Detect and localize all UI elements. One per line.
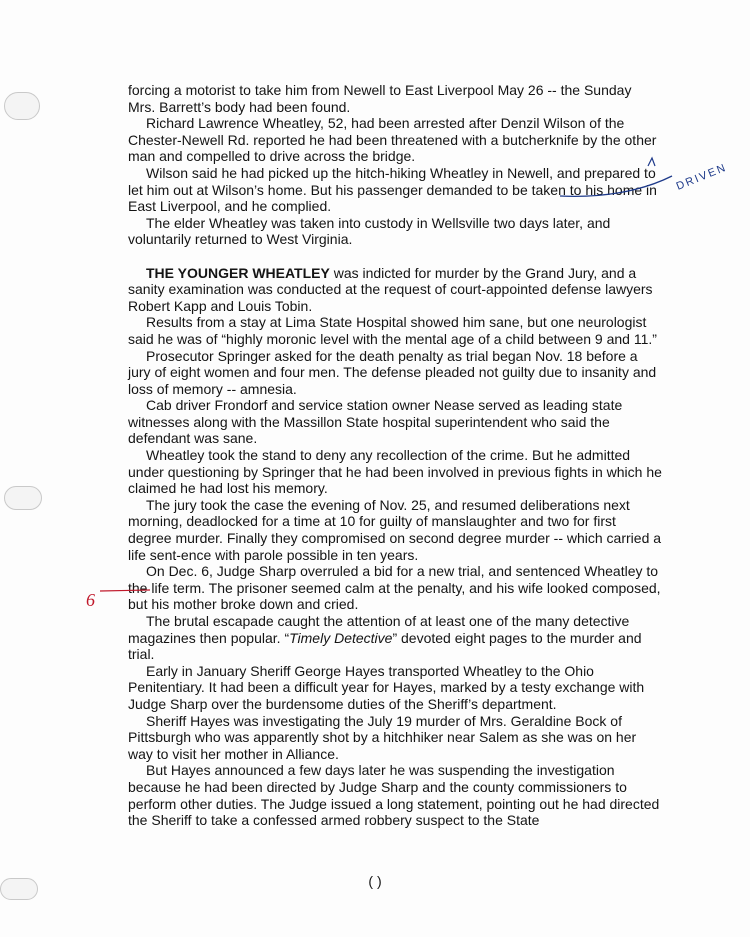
paragraph bbox=[128, 447, 662, 497]
section-lead: THE YOUNGER WHEATLEY bbox=[146, 264, 330, 281]
paragraph bbox=[128, 663, 662, 713]
paragraph bbox=[128, 613, 662, 663]
margin-mark-six: 6 bbox=[86, 590, 95, 610]
paragraph-text: was indicted for murder by the Grand Jury, and a sanity examination was conducted at the request of court-appointed defense lawyers Robert Kapp and Louis Tobin. bbox=[128, 264, 653, 314]
article-body bbox=[128, 82, 662, 829]
paragraph-text: Richard Lawrence Wheatley, 52, had been arrested after Denzil Wilson of the Chester-Newell Rd. reported he had been threatened with a butcherknife by the other man and compelled to drive across the bridge. bbox=[128, 115, 657, 165]
paragraph bbox=[128, 215, 662, 248]
paragraph-text: forcing a motorist to take him from Newell to East Liverpool May 26 -- the Sunday Mrs. Barrett’s body had been found. bbox=[128, 82, 632, 115]
paragraph bbox=[128, 713, 662, 763]
punch-hole-top bbox=[4, 92, 40, 120]
paragraph-text: Cab driver Frondorf and service station owner Nease served as leading state witnesses along with the Massillon State hospital superintendent who said the defendant was sane. bbox=[128, 397, 623, 447]
paragraph bbox=[128, 397, 662, 447]
paragraph bbox=[128, 348, 662, 398]
paragraph bbox=[128, 563, 662, 613]
paragraph-text: The jury took the case the evening of Nov. 25, and resumed deliberations next morning, deadlocked for a time at 10 for guilty of manslaughter and two for first degree murder. Finally they compromised on second degree murder -- which carried a life sent-ence with parole possible in ten years. bbox=[128, 496, 662, 563]
page-number: ( ) bbox=[368, 873, 382, 889]
paragraph bbox=[128, 115, 662, 165]
paragraph-text: The brutal escapade caught the attention of at least one of the many detective magazines then popular. “Timely Detective” devoted eight pages to the murder and trial. bbox=[128, 613, 642, 663]
paragraph-text: Wheatley took the stand to deny any recollection of the crime. But he admitted under questioning by Springer that he had been involved in previous fights in which he claimed he had lost his memory. bbox=[128, 447, 662, 497]
paragraph bbox=[128, 165, 662, 215]
paragraph-text: The elder Wheatley was taken into custody in Wellsville two days later, and voluntarily returned to West Virginia. bbox=[128, 214, 611, 248]
paragraph bbox=[128, 265, 662, 315]
paragraph-text: Wilson said he had picked up the hitch-hiking Wheatley in Newell, and prepared to let him out at Wilson’s home. But his passenger demanded to be taken to his home in East Liverpool, and he complied. bbox=[128, 164, 657, 215]
punch-hole-middle bbox=[4, 486, 42, 510]
paragraph-text: On Dec. 6, Judge Sharp overruled a bid for a new trial, and sentenced Wheatley to the life term. The prisoner seemed calm at the penalty, and his wife looked composed, but his mother broke down and cried. bbox=[128, 563, 661, 613]
paragraph bbox=[128, 497, 662, 563]
paragraph bbox=[128, 762, 662, 828]
paragraph-text: But Hayes announced a few days later he was suspending the investigation because he had been directed by Judge Sharp and the county commissioners to perform other duties. The Judge issued a long statement, pointing out he had directed the Sheriff to take a confessed armed robbery suspect to the State bbox=[128, 762, 660, 829]
paragraph-text: Results from a stay at Lima State Hospital showed him sane, but one neurologist said he was of “highly moronic level with the mental age of a child between 9 and 11.” bbox=[128, 314, 657, 347]
paragraph-text: Early in January Sheriff George Hayes transported Wheatley to the Ohio Penitentiary. It had been a difficult year for Hayes, marked by a testy exchange with Judge Sharp over the burdensome duties of the Sheriff’s department. bbox=[128, 662, 645, 712]
paragraph bbox=[128, 314, 662, 347]
margin-note-driven: DRIVEN bbox=[674, 161, 729, 193]
paragraph-text: Sheriff Hayes was investigating the July 19 murder of Mrs. Geraldine Bock of Pittsburgh who was apparently shot by a hitchhiker near Salem as she was on her way to visit her mother in Alliance. bbox=[128, 712, 637, 762]
paragraph bbox=[128, 82, 662, 115]
paragraph-text: Prosecutor Springer asked for the death penalty as trial began Nov. 18 before a jury of eight women and four men. The defense pleaded not guilty due to insanity and loss of memory -- amnesia. bbox=[128, 347, 657, 397]
